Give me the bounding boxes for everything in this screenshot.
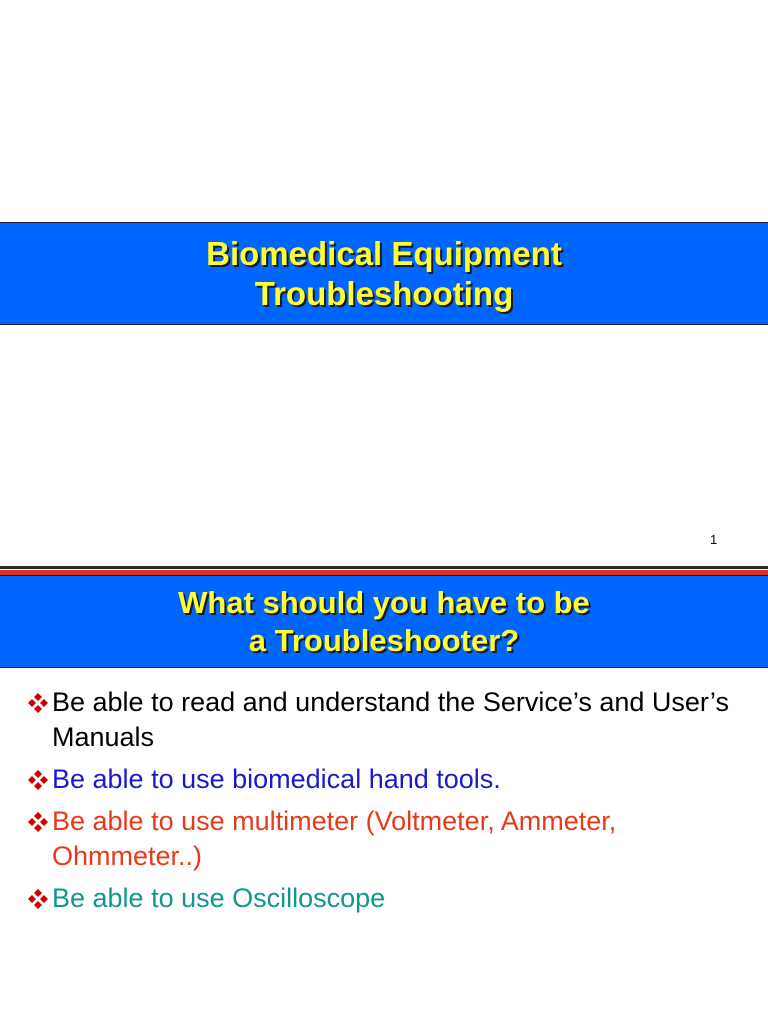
bullet-text: Be able to read and understand the Service’s and User’s Manuals xyxy=(52,687,729,752)
slide-title-line-1: What should you have to be xyxy=(178,584,590,620)
four-diamond-bullet-icon xyxy=(24,881,52,916)
four-diamond-bullet-icon xyxy=(24,804,52,839)
slide-title-line-1: Biomedical Equipment xyxy=(206,234,562,272)
four-diamond-bullet-icon xyxy=(24,762,52,797)
list-item xyxy=(24,804,744,874)
title-bar xyxy=(0,575,768,668)
slide-title-line-2: Troubleshooting xyxy=(254,274,514,312)
bullet-list xyxy=(24,685,744,923)
bullet-text: Be able to use multimeter (Voltmeter, Ammeter, Ohmmeter..) xyxy=(52,806,617,871)
list-item xyxy=(24,881,744,916)
title-bar xyxy=(0,222,768,325)
bullet-text: Be able to use Oscilloscope xyxy=(52,883,386,913)
slide-title-line-2: a Troubleshooter? xyxy=(248,622,520,658)
four-diamond-bullet-icon xyxy=(24,685,52,720)
page-number: 1 xyxy=(710,532,718,547)
list-item xyxy=(24,762,744,797)
list-item xyxy=(24,685,744,755)
bullet-text: Be able to use biomedical hand tools. xyxy=(52,764,501,794)
